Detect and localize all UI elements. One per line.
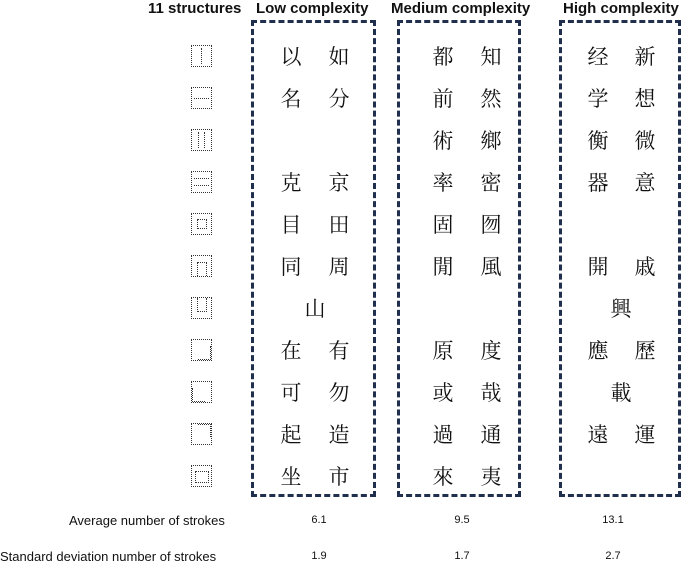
low-complexity-header: Low complexity — [256, 0, 369, 17]
char-medium-r1-1: 都 — [432, 45, 454, 69]
char-high-r8-1: 應 — [587, 339, 609, 363]
char-medium-r10-1: 過 — [432, 423, 454, 447]
structure-top-middle-bottom-icon — [191, 171, 212, 193]
char-medium-r10-2: 通 — [480, 423, 502, 447]
sd-strokes-low: 1.9 — [311, 550, 327, 562]
char-medium-r2-2: 然 — [480, 87, 502, 111]
char-high-r9-1: 載 — [610, 381, 632, 405]
char-medium-r6-2: 風 — [480, 255, 502, 279]
char-low-r7-1: 山 — [304, 297, 326, 321]
char-low-r9-2: 勿 — [328, 381, 350, 405]
char-high-r6-2: 戚 — [634, 255, 656, 279]
structure-bottom-enclosure-icon — [191, 297, 212, 319]
char-high-r1-2: 新 — [634, 45, 656, 69]
avg-strokes-label: Average number of strokes — [69, 513, 225, 528]
char-high-r1-1: 经 — [587, 45, 609, 69]
sd-strokes-high: 2.7 — [605, 550, 621, 562]
char-low-r8-2: 有 — [328, 339, 350, 363]
char-low-r5-2: 田 — [328, 213, 350, 237]
char-low-r10-2: 造 — [328, 423, 350, 447]
char-low-r9-1: 可 — [280, 381, 302, 405]
char-medium-r3-1: 術 — [432, 129, 454, 153]
char-high-r3-1: 衡 — [587, 129, 609, 153]
avg-strokes-high: 13.1 — [602, 514, 624, 526]
char-low-r2-1: 名 — [280, 87, 302, 111]
char-low-r1-2: 如 — [328, 45, 350, 69]
char-low-r8-1: 在 — [280, 339, 302, 363]
char-low-r6-2: 周 — [328, 255, 350, 279]
char-medium-r3-2: 鄉 — [480, 129, 502, 153]
char-high-r8-2: 歷 — [634, 339, 656, 363]
structure-lower-left-enclosure-icon — [191, 423, 212, 445]
structure-left-right-icon — [191, 45, 212, 67]
char-high-r2-2: 想 — [634, 87, 656, 111]
char-medium-r11-2: 夷 — [480, 465, 502, 489]
char-high-r3-2: 微 — [634, 129, 656, 153]
structure-overlay-icon — [191, 465, 212, 487]
char-high-r2-1: 学 — [587, 87, 609, 111]
char-low-r5-1: 目 — [280, 213, 302, 237]
char-medium-r9-1: 或 — [432, 381, 454, 405]
structure-full-enclosure-icon — [191, 213, 212, 235]
char-medium-r8-2: 度 — [480, 339, 502, 363]
high-complexity-header: High complexity — [563, 0, 679, 17]
char-medium-r5-2: 囫 — [480, 213, 502, 237]
avg-strokes-low: 6.1 — [311, 514, 327, 526]
char-medium-r2-1: 前 — [432, 87, 454, 111]
structure-left-middle-right-icon — [191, 129, 212, 151]
char-high-r4-2: 意 — [634, 171, 656, 195]
char-low-r6-1: 同 — [280, 255, 302, 279]
structure-top-enclosure-icon — [191, 255, 212, 277]
char-medium-r4-1: 率 — [432, 171, 454, 195]
avg-strokes-medium: 9.5 — [454, 514, 470, 526]
char-low-r2-2: 分 — [328, 87, 350, 111]
char-high-r10-1: 遠 — [587, 423, 609, 447]
char-medium-r11-1: 來 — [432, 465, 454, 489]
char-medium-r4-2: 密 — [480, 171, 502, 195]
char-low-r4-2: 京 — [328, 171, 350, 195]
char-high-r7-1: 興 — [610, 297, 632, 321]
medium-complexity-header: Medium complexity — [391, 0, 531, 17]
structures-header: 11 structures — [148, 0, 242, 17]
sd-strokes-label: Standard deviation number of strokes — [0, 549, 217, 564]
structure-upper-right-enclosure-icon — [191, 381, 212, 403]
char-low-r10-1: 起 — [280, 423, 302, 447]
structure-top-bottom-icon — [191, 87, 212, 109]
char-high-r4-1: 器 — [587, 171, 609, 195]
high-complexity-box — [559, 20, 681, 497]
structure-upper-left-enclosure-icon — [191, 339, 212, 361]
sd-strokes-medium: 1.7 — [454, 550, 470, 562]
char-low-r1-1: 以 — [280, 45, 302, 69]
char-low-r11-2: 市 — [328, 465, 350, 489]
char-low-r11-1: 坐 — [280, 465, 302, 489]
char-high-r6-1: 開 — [587, 255, 609, 279]
char-medium-r9-2: 哉 — [480, 381, 502, 405]
char-medium-r1-2: 知 — [480, 45, 502, 69]
char-medium-r5-1: 固 — [432, 213, 454, 237]
low-complexity-box — [251, 20, 376, 497]
char-medium-r6-1: 閒 — [432, 255, 454, 279]
char-low-r4-1: 克 — [280, 171, 302, 195]
char-high-r10-2: 運 — [634, 423, 656, 447]
char-medium-r8-1: 原 — [432, 339, 454, 363]
